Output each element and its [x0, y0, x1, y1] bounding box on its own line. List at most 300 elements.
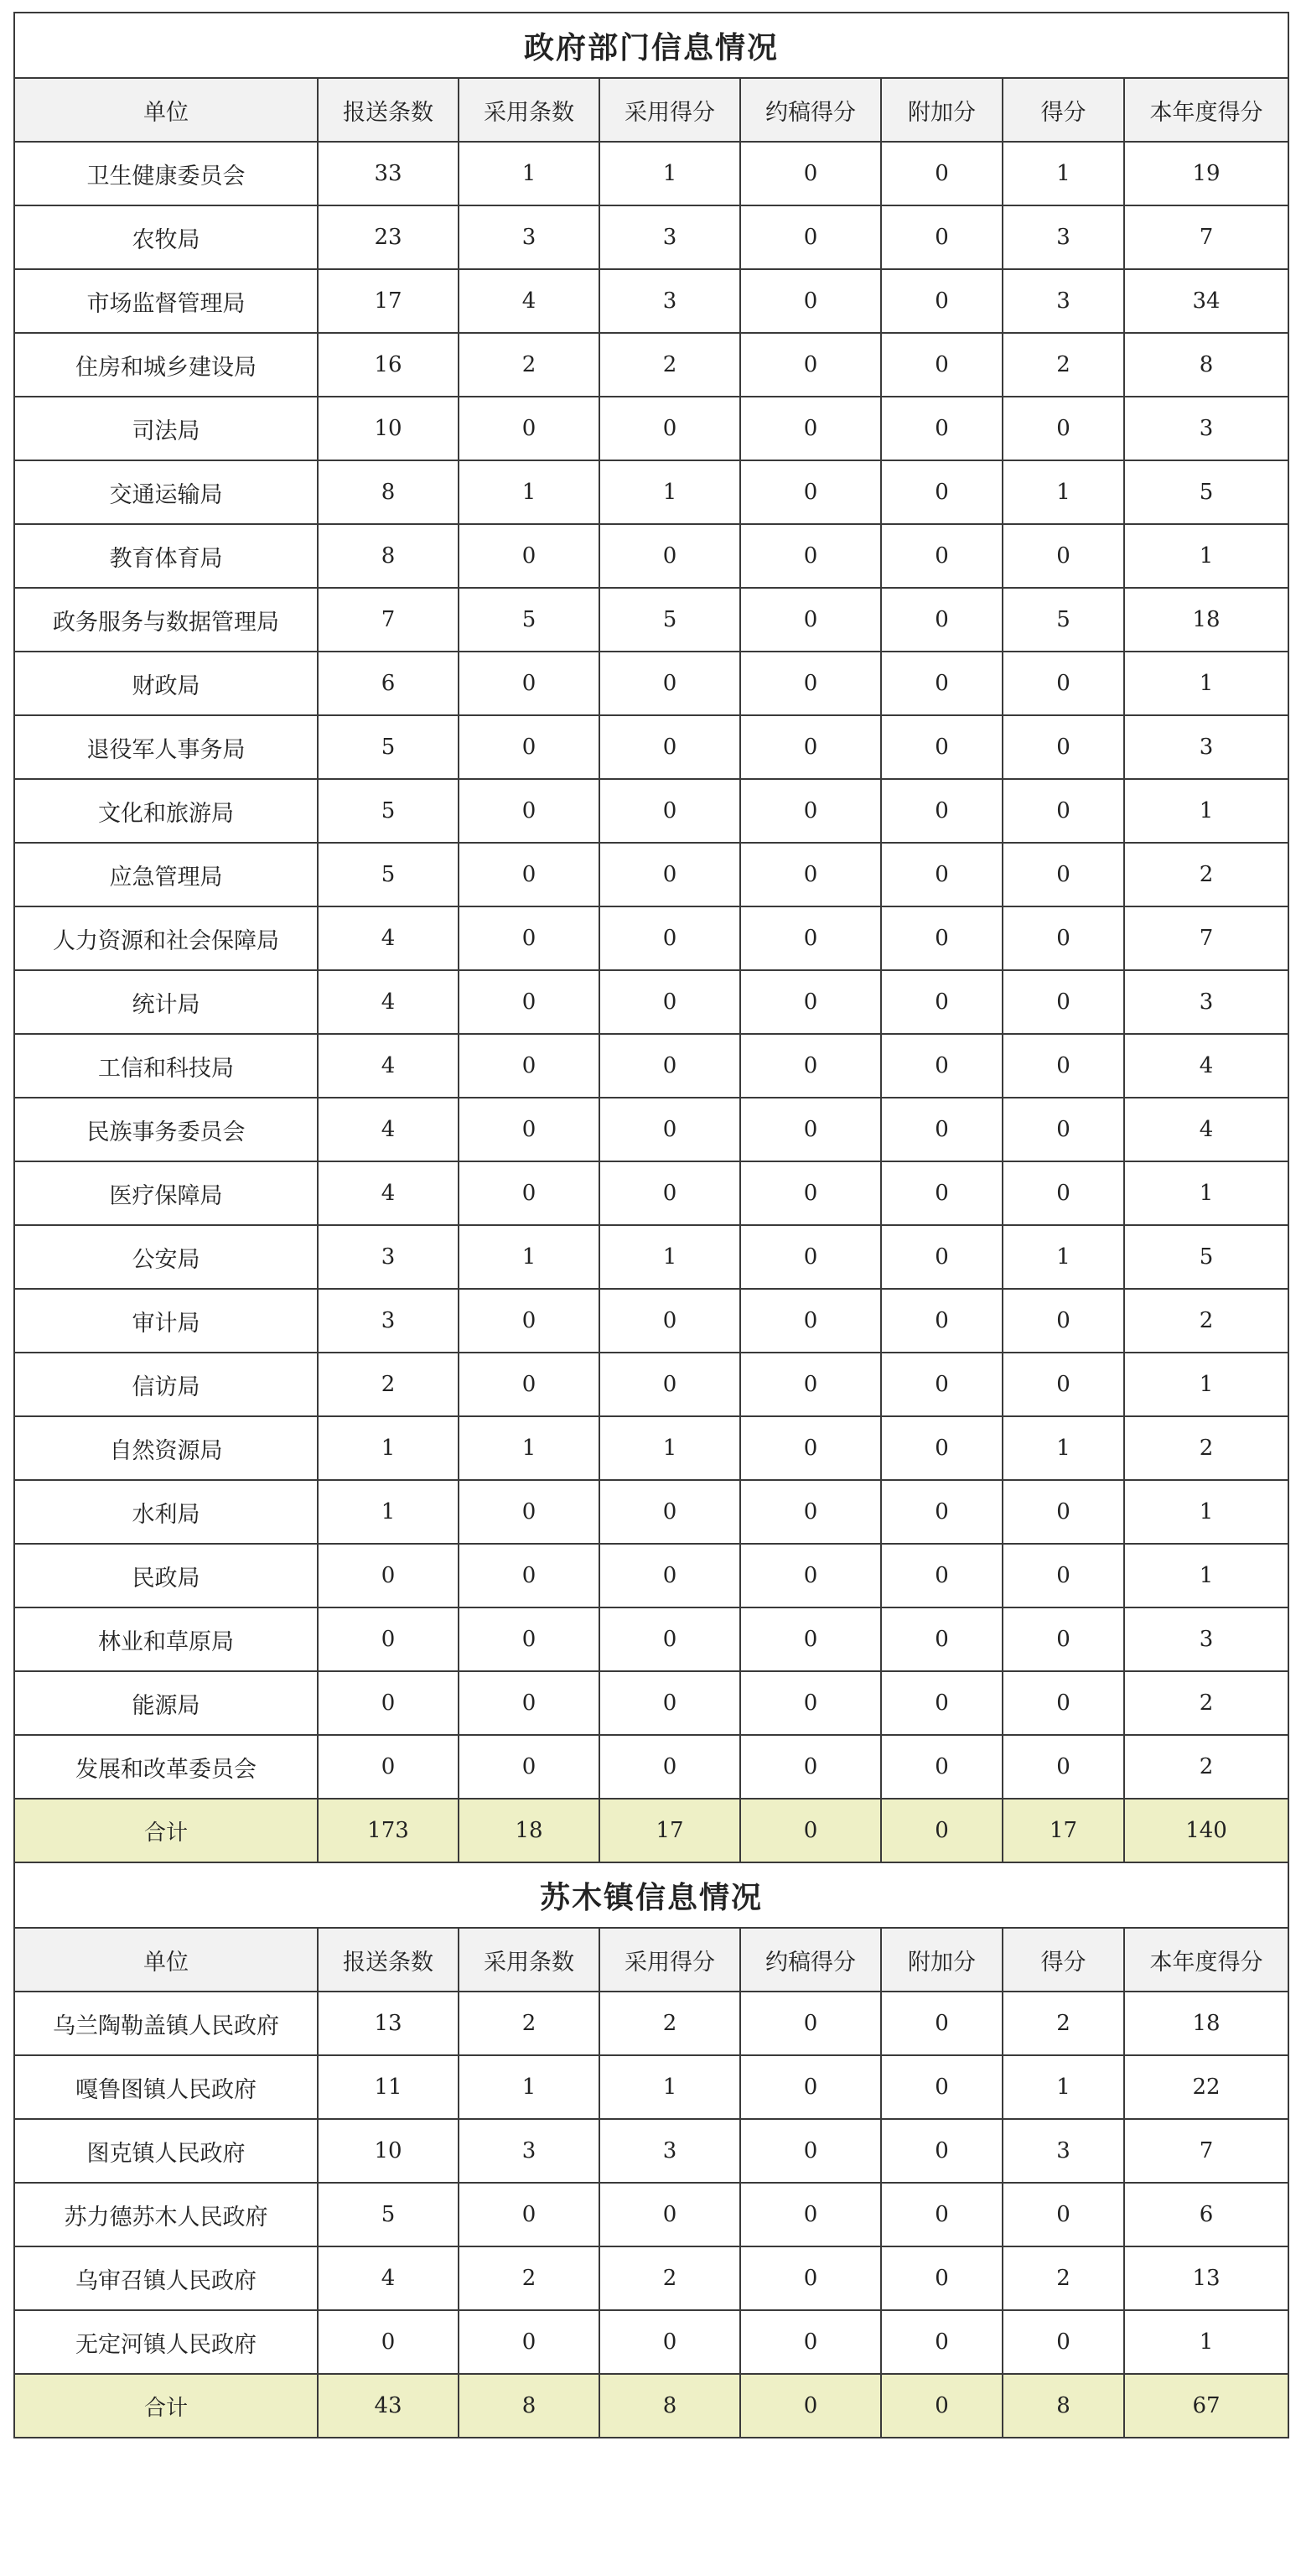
value-cell: 0: [740, 652, 881, 715]
value-cell: 2: [1124, 843, 1288, 906]
table-row: [14, 524, 1288, 588]
value-cell: 0: [881, 1735, 1003, 1799]
unit-name-cell: 教育体育局: [14, 524, 318, 588]
column-header: 得分: [1003, 1928, 1124, 1992]
table-row: [14, 1098, 1288, 1161]
value-cell: 2: [1003, 333, 1124, 397]
value-cell: 0: [740, 1353, 881, 1416]
table-row: [14, 1671, 1288, 1735]
table-row: [14, 779, 1288, 843]
unit-name-cell: 文化和旅游局: [14, 779, 318, 843]
value-cell: 1: [1003, 1416, 1124, 1480]
value-cell: 0: [599, 1735, 740, 1799]
value-cell: 0: [599, 1098, 740, 1161]
table-row: [14, 1161, 1288, 1225]
column-header: 单位: [14, 1928, 318, 1992]
value-cell: 0: [881, 1098, 1003, 1161]
value-cell: 0: [881, 1544, 1003, 1607]
total-value-cell: 43: [318, 2374, 459, 2438]
value-cell: 1: [1124, 1161, 1288, 1225]
value-cell: 0: [740, 1992, 881, 2055]
value-cell: 1: [1124, 2310, 1288, 2374]
total-label-cell: 合计: [14, 2374, 318, 2438]
value-cell: 3: [459, 2119, 599, 2183]
header-row: [14, 1928, 1288, 1992]
value-cell: 0: [459, 1353, 599, 1416]
value-cell: 0: [740, 205, 881, 269]
total-label-cell: 合计: [14, 1799, 318, 1862]
value-cell: 1: [1124, 524, 1288, 588]
total-value-cell: 8: [1003, 2374, 1124, 2438]
column-header: 采用条数: [459, 1928, 599, 1992]
value-cell: 0: [740, 1544, 881, 1607]
unit-name-cell: 交通运输局: [14, 460, 318, 524]
value-cell: 0: [459, 1098, 599, 1161]
value-cell: 3: [599, 205, 740, 269]
value-cell: 0: [599, 906, 740, 970]
value-cell: 2: [1003, 1992, 1124, 2055]
value-cell: 8: [318, 460, 459, 524]
value-cell: 1: [318, 1480, 459, 1544]
value-cell: 4: [318, 1161, 459, 1225]
section-title: 政府部门信息情况: [14, 13, 1288, 78]
value-cell: 0: [740, 906, 881, 970]
value-cell: 0: [459, 524, 599, 588]
value-cell: 0: [1003, 843, 1124, 906]
value-cell: 7: [1124, 205, 1288, 269]
table-row: [14, 715, 1288, 779]
value-cell: 0: [881, 333, 1003, 397]
table-row: [14, 1225, 1288, 1289]
table-row: [14, 906, 1288, 970]
unit-name-cell: 财政局: [14, 652, 318, 715]
value-cell: 0: [599, 2310, 740, 2374]
value-cell: 0: [459, 1480, 599, 1544]
table-row: [14, 652, 1288, 715]
value-cell: 0: [1003, 1671, 1124, 1735]
value-cell: 2: [599, 2246, 740, 2310]
total-row: [14, 2374, 1288, 2438]
value-cell: 0: [740, 588, 881, 652]
value-cell: 0: [881, 1416, 1003, 1480]
value-cell: 0: [1003, 1544, 1124, 1607]
value-cell: 1: [1124, 779, 1288, 843]
value-cell: 5: [459, 588, 599, 652]
column-header: 附加分: [881, 78, 1003, 142]
value-cell: 0: [459, 715, 599, 779]
value-cell: 0: [459, 970, 599, 1034]
table-row: [14, 1992, 1288, 2055]
value-cell: 0: [740, 715, 881, 779]
unit-name-cell: 图克镇人民政府: [14, 2119, 318, 2183]
section-title: 苏木镇信息情况: [14, 1862, 1288, 1928]
value-cell: 17: [318, 269, 459, 333]
value-cell: 13: [1124, 2246, 1288, 2310]
value-cell: 2: [459, 1992, 599, 2055]
total-value-cell: 18: [459, 1799, 599, 1862]
unit-name-cell: 住房和城乡建设局: [14, 333, 318, 397]
value-cell: 0: [1003, 652, 1124, 715]
unit-name-cell: 医疗保障局: [14, 1161, 318, 1225]
value-cell: 0: [1003, 1034, 1124, 1098]
value-cell: 1: [1003, 1225, 1124, 1289]
value-cell: 16: [318, 333, 459, 397]
unit-name-cell: 市场监督管理局: [14, 269, 318, 333]
value-cell: 7: [1124, 2119, 1288, 2183]
value-cell: 0: [599, 1544, 740, 1607]
value-cell: 0: [881, 205, 1003, 269]
value-cell: 0: [881, 1671, 1003, 1735]
table-row: [14, 2119, 1288, 2183]
value-cell: 0: [1003, 397, 1124, 460]
value-cell: 22: [1124, 2055, 1288, 2119]
value-cell: 0: [459, 1289, 599, 1353]
value-cell: 0: [599, 715, 740, 779]
value-cell: 23: [318, 205, 459, 269]
value-cell: 2: [599, 1992, 740, 2055]
value-cell: 6: [318, 652, 459, 715]
total-value-cell: 8: [599, 2374, 740, 2438]
value-cell: 0: [1003, 1353, 1124, 1416]
value-cell: 0: [599, 1480, 740, 1544]
total-row: [14, 1799, 1288, 1862]
column-header: 得分: [1003, 78, 1124, 142]
value-cell: 0: [740, 269, 881, 333]
value-cell: 0: [740, 1416, 881, 1480]
value-cell: 0: [599, 1289, 740, 1353]
total-value-cell: 0: [881, 2374, 1003, 2438]
value-cell: 5: [1003, 588, 1124, 652]
value-cell: 0: [459, 1034, 599, 1098]
value-cell: 0: [318, 1735, 459, 1799]
column-header: 约稿得分: [740, 78, 881, 142]
column-header: 约稿得分: [740, 1928, 881, 1992]
value-cell: 0: [318, 1671, 459, 1735]
value-cell: 18: [1124, 1992, 1288, 2055]
value-cell: 0: [1003, 2183, 1124, 2246]
column-header: 采用得分: [599, 78, 740, 142]
value-cell: 5: [318, 779, 459, 843]
unit-name-cell: 无定河镇人民政府: [14, 2310, 318, 2374]
value-cell: 3: [1124, 1607, 1288, 1671]
unit-name-cell: 司法局: [14, 397, 318, 460]
value-cell: 4: [318, 1098, 459, 1161]
unit-name-cell: 民族事务委员会: [14, 1098, 318, 1161]
unit-name-cell: 乌审召镇人民政府: [14, 2246, 318, 2310]
value-cell: 0: [1003, 779, 1124, 843]
value-cell: 0: [740, 970, 881, 1034]
value-cell: 0: [740, 779, 881, 843]
value-cell: 0: [740, 1671, 881, 1735]
value-cell: 0: [881, 269, 1003, 333]
value-cell: 0: [881, 2119, 1003, 2183]
section-title-row: [14, 1862, 1288, 1928]
value-cell: 0: [740, 397, 881, 460]
value-cell: 0: [740, 2055, 881, 2119]
value-cell: 6: [1124, 2183, 1288, 2246]
value-cell: 0: [740, 1289, 881, 1353]
value-cell: 1: [459, 1416, 599, 1480]
table-row: [14, 1480, 1288, 1544]
value-cell: 5: [1124, 460, 1288, 524]
value-cell: 0: [1003, 1098, 1124, 1161]
statistics-sheet: [13, 12, 1288, 2438]
table-row: [14, 460, 1288, 524]
value-cell: 0: [599, 1161, 740, 1225]
value-cell: 0: [599, 2183, 740, 2246]
total-value-cell: 140: [1124, 1799, 1288, 1862]
value-cell: 0: [740, 2246, 881, 2310]
value-cell: 5: [1124, 1225, 1288, 1289]
value-cell: 3: [1124, 397, 1288, 460]
value-cell: 0: [881, 970, 1003, 1034]
unit-name-cell: 发展和改革委员会: [14, 1735, 318, 1799]
value-cell: 3: [318, 1289, 459, 1353]
value-cell: 1: [1003, 2055, 1124, 2119]
value-cell: 1: [1124, 1480, 1288, 1544]
value-cell: 11: [318, 2055, 459, 2119]
value-cell: 2: [1124, 1416, 1288, 1480]
unit-name-cell: 乌兰陶勒盖镇人民政府: [14, 1992, 318, 2055]
table-row: [14, 397, 1288, 460]
value-cell: 0: [318, 1607, 459, 1671]
total-value-cell: 0: [740, 2374, 881, 2438]
unit-name-cell: 自然资源局: [14, 1416, 318, 1480]
value-cell: 0: [740, 2310, 881, 2374]
value-cell: 0: [881, 1161, 1003, 1225]
value-cell: 3: [599, 2119, 740, 2183]
value-cell: 0: [459, 2310, 599, 2374]
value-cell: 0: [881, 1353, 1003, 1416]
value-cell: 0: [881, 1225, 1003, 1289]
table-row: [14, 2183, 1288, 2246]
value-cell: 0: [740, 2183, 881, 2246]
value-cell: 0: [881, 2183, 1003, 2246]
value-cell: 13: [318, 1992, 459, 2055]
value-cell: 0: [599, 397, 740, 460]
value-cell: 2: [459, 333, 599, 397]
table-row: [14, 970, 1288, 1034]
value-cell: 0: [318, 2310, 459, 2374]
total-value-cell: 0: [881, 1799, 1003, 1862]
column-header: 报送条数: [318, 78, 459, 142]
value-cell: 2: [1124, 1289, 1288, 1353]
value-cell: 0: [1003, 2310, 1124, 2374]
unit-name-cell: 审计局: [14, 1289, 318, 1353]
value-cell: 4: [318, 2246, 459, 2310]
value-cell: 0: [1003, 524, 1124, 588]
value-cell: 0: [599, 1607, 740, 1671]
value-cell: 0: [1003, 1480, 1124, 1544]
value-cell: 3: [318, 1225, 459, 1289]
value-cell: 0: [1003, 1161, 1124, 1225]
value-cell: 8: [318, 524, 459, 588]
value-cell: 1: [1003, 460, 1124, 524]
value-cell: 2: [459, 2246, 599, 2310]
value-cell: 2: [1124, 1735, 1288, 1799]
unit-name-cell: 民政局: [14, 1544, 318, 1607]
value-cell: 4: [1124, 1098, 1288, 1161]
column-header: 本年度得分: [1124, 78, 1288, 142]
value-cell: 0: [1003, 970, 1124, 1034]
total-value-cell: 8: [459, 2374, 599, 2438]
column-header: 本年度得分: [1124, 1928, 1288, 1992]
unit-name-cell: 水利局: [14, 1480, 318, 1544]
table-row: [14, 1607, 1288, 1671]
value-cell: 5: [318, 843, 459, 906]
value-cell: 1: [599, 460, 740, 524]
value-cell: 19: [1124, 142, 1288, 205]
value-cell: 1: [459, 2055, 599, 2119]
value-cell: 1: [459, 460, 599, 524]
value-cell: 0: [599, 970, 740, 1034]
table-row: [14, 205, 1288, 269]
value-cell: 3: [599, 269, 740, 333]
value-cell: 0: [459, 779, 599, 843]
value-cell: 1: [459, 142, 599, 205]
unit-name-cell: 应急管理局: [14, 843, 318, 906]
header-row: [14, 78, 1288, 142]
value-cell: 0: [1003, 1735, 1124, 1799]
value-cell: 4: [318, 906, 459, 970]
value-cell: 1: [1124, 1544, 1288, 1607]
value-cell: 33: [318, 142, 459, 205]
value-cell: 0: [881, 1992, 1003, 2055]
value-cell: 5: [599, 588, 740, 652]
column-header: 采用条数: [459, 78, 599, 142]
section-title-row: [14, 13, 1288, 78]
value-cell: 0: [599, 1671, 740, 1735]
column-header: 采用得分: [599, 1928, 740, 1992]
total-value-cell: 0: [740, 1799, 881, 1862]
value-cell: 0: [740, 1480, 881, 1544]
value-cell: 0: [1003, 906, 1124, 970]
value-cell: 0: [881, 524, 1003, 588]
value-cell: 1: [459, 1225, 599, 1289]
value-cell: 0: [881, 779, 1003, 843]
info-statistics-table: [13, 12, 1289, 2438]
value-cell: 1: [1124, 652, 1288, 715]
value-cell: 4: [1124, 1034, 1288, 1098]
value-cell: 4: [318, 970, 459, 1034]
total-value-cell: 173: [318, 1799, 459, 1862]
value-cell: 3: [1124, 715, 1288, 779]
value-cell: 0: [599, 1353, 740, 1416]
value-cell: 0: [881, 2055, 1003, 2119]
value-cell: 3: [1003, 2119, 1124, 2183]
value-cell: 0: [881, 715, 1003, 779]
unit-name-cell: 农牧局: [14, 205, 318, 269]
value-cell: 0: [740, 142, 881, 205]
table-row: [14, 2246, 1288, 2310]
value-cell: 0: [459, 1607, 599, 1671]
value-cell: 0: [881, 1480, 1003, 1544]
table-row: [14, 1735, 1288, 1799]
value-cell: 0: [881, 588, 1003, 652]
value-cell: 0: [599, 524, 740, 588]
value-cell: 0: [459, 843, 599, 906]
value-cell: 1: [599, 1416, 740, 1480]
value-cell: 0: [459, 1671, 599, 1735]
value-cell: 0: [599, 652, 740, 715]
total-value-cell: 17: [599, 1799, 740, 1862]
value-cell: 1: [599, 142, 740, 205]
column-header: 报送条数: [318, 1928, 459, 1992]
table-row: [14, 588, 1288, 652]
table-row: [14, 1416, 1288, 1480]
table-row: [14, 269, 1288, 333]
value-cell: 1: [318, 1416, 459, 1480]
value-cell: 0: [740, 460, 881, 524]
unit-name-cell: 政务服务与数据管理局: [14, 588, 318, 652]
value-cell: 3: [1003, 205, 1124, 269]
value-cell: 2: [318, 1353, 459, 1416]
unit-name-cell: 信访局: [14, 1353, 318, 1416]
value-cell: 0: [459, 1735, 599, 1799]
value-cell: 5: [318, 715, 459, 779]
value-cell: 18: [1124, 588, 1288, 652]
value-cell: 7: [318, 588, 459, 652]
value-cell: 10: [318, 2119, 459, 2183]
value-cell: 10: [318, 397, 459, 460]
value-cell: 0: [459, 2183, 599, 2246]
value-cell: 0: [740, 1098, 881, 1161]
unit-name-cell: 嘎鲁图镇人民政府: [14, 2055, 318, 2119]
value-cell: 0: [1003, 1607, 1124, 1671]
value-cell: 4: [459, 269, 599, 333]
unit-name-cell: 人力资源和社会保障局: [14, 906, 318, 970]
table-row: [14, 142, 1288, 205]
total-value-cell: 17: [1003, 1799, 1124, 1862]
value-cell: 0: [881, 1607, 1003, 1671]
value-cell: 0: [1003, 1289, 1124, 1353]
table-row: [14, 1353, 1288, 1416]
value-cell: 1: [1124, 1353, 1288, 1416]
value-cell: 0: [881, 906, 1003, 970]
value-cell: 0: [740, 1161, 881, 1225]
value-cell: 34: [1124, 269, 1288, 333]
unit-name-cell: 能源局: [14, 1671, 318, 1735]
total-value-cell: 67: [1124, 2374, 1288, 2438]
unit-name-cell: 工信和科技局: [14, 1034, 318, 1098]
value-cell: 0: [318, 1544, 459, 1607]
unit-name-cell: 苏力德苏木人民政府: [14, 2183, 318, 2246]
value-cell: 0: [881, 2246, 1003, 2310]
value-cell: 2: [1124, 1671, 1288, 1735]
column-header: 单位: [14, 78, 318, 142]
value-cell: 0: [599, 843, 740, 906]
value-cell: 5: [318, 2183, 459, 2246]
value-cell: 0: [599, 779, 740, 843]
value-cell: 0: [459, 906, 599, 970]
value-cell: 2: [1003, 2246, 1124, 2310]
value-cell: 0: [881, 142, 1003, 205]
value-cell: 1: [599, 1225, 740, 1289]
table-row: [14, 1544, 1288, 1607]
value-cell: 1: [599, 2055, 740, 2119]
unit-name-cell: 公安局: [14, 1225, 318, 1289]
unit-name-cell: 退役军人事务局: [14, 715, 318, 779]
unit-name-cell: 统计局: [14, 970, 318, 1034]
value-cell: 0: [599, 1034, 740, 1098]
value-cell: 0: [459, 397, 599, 460]
value-cell: 0: [1003, 715, 1124, 779]
value-cell: 0: [740, 524, 881, 588]
value-cell: 0: [881, 460, 1003, 524]
value-cell: 3: [1124, 970, 1288, 1034]
value-cell: 0: [881, 1034, 1003, 1098]
table-row: [14, 2310, 1288, 2374]
